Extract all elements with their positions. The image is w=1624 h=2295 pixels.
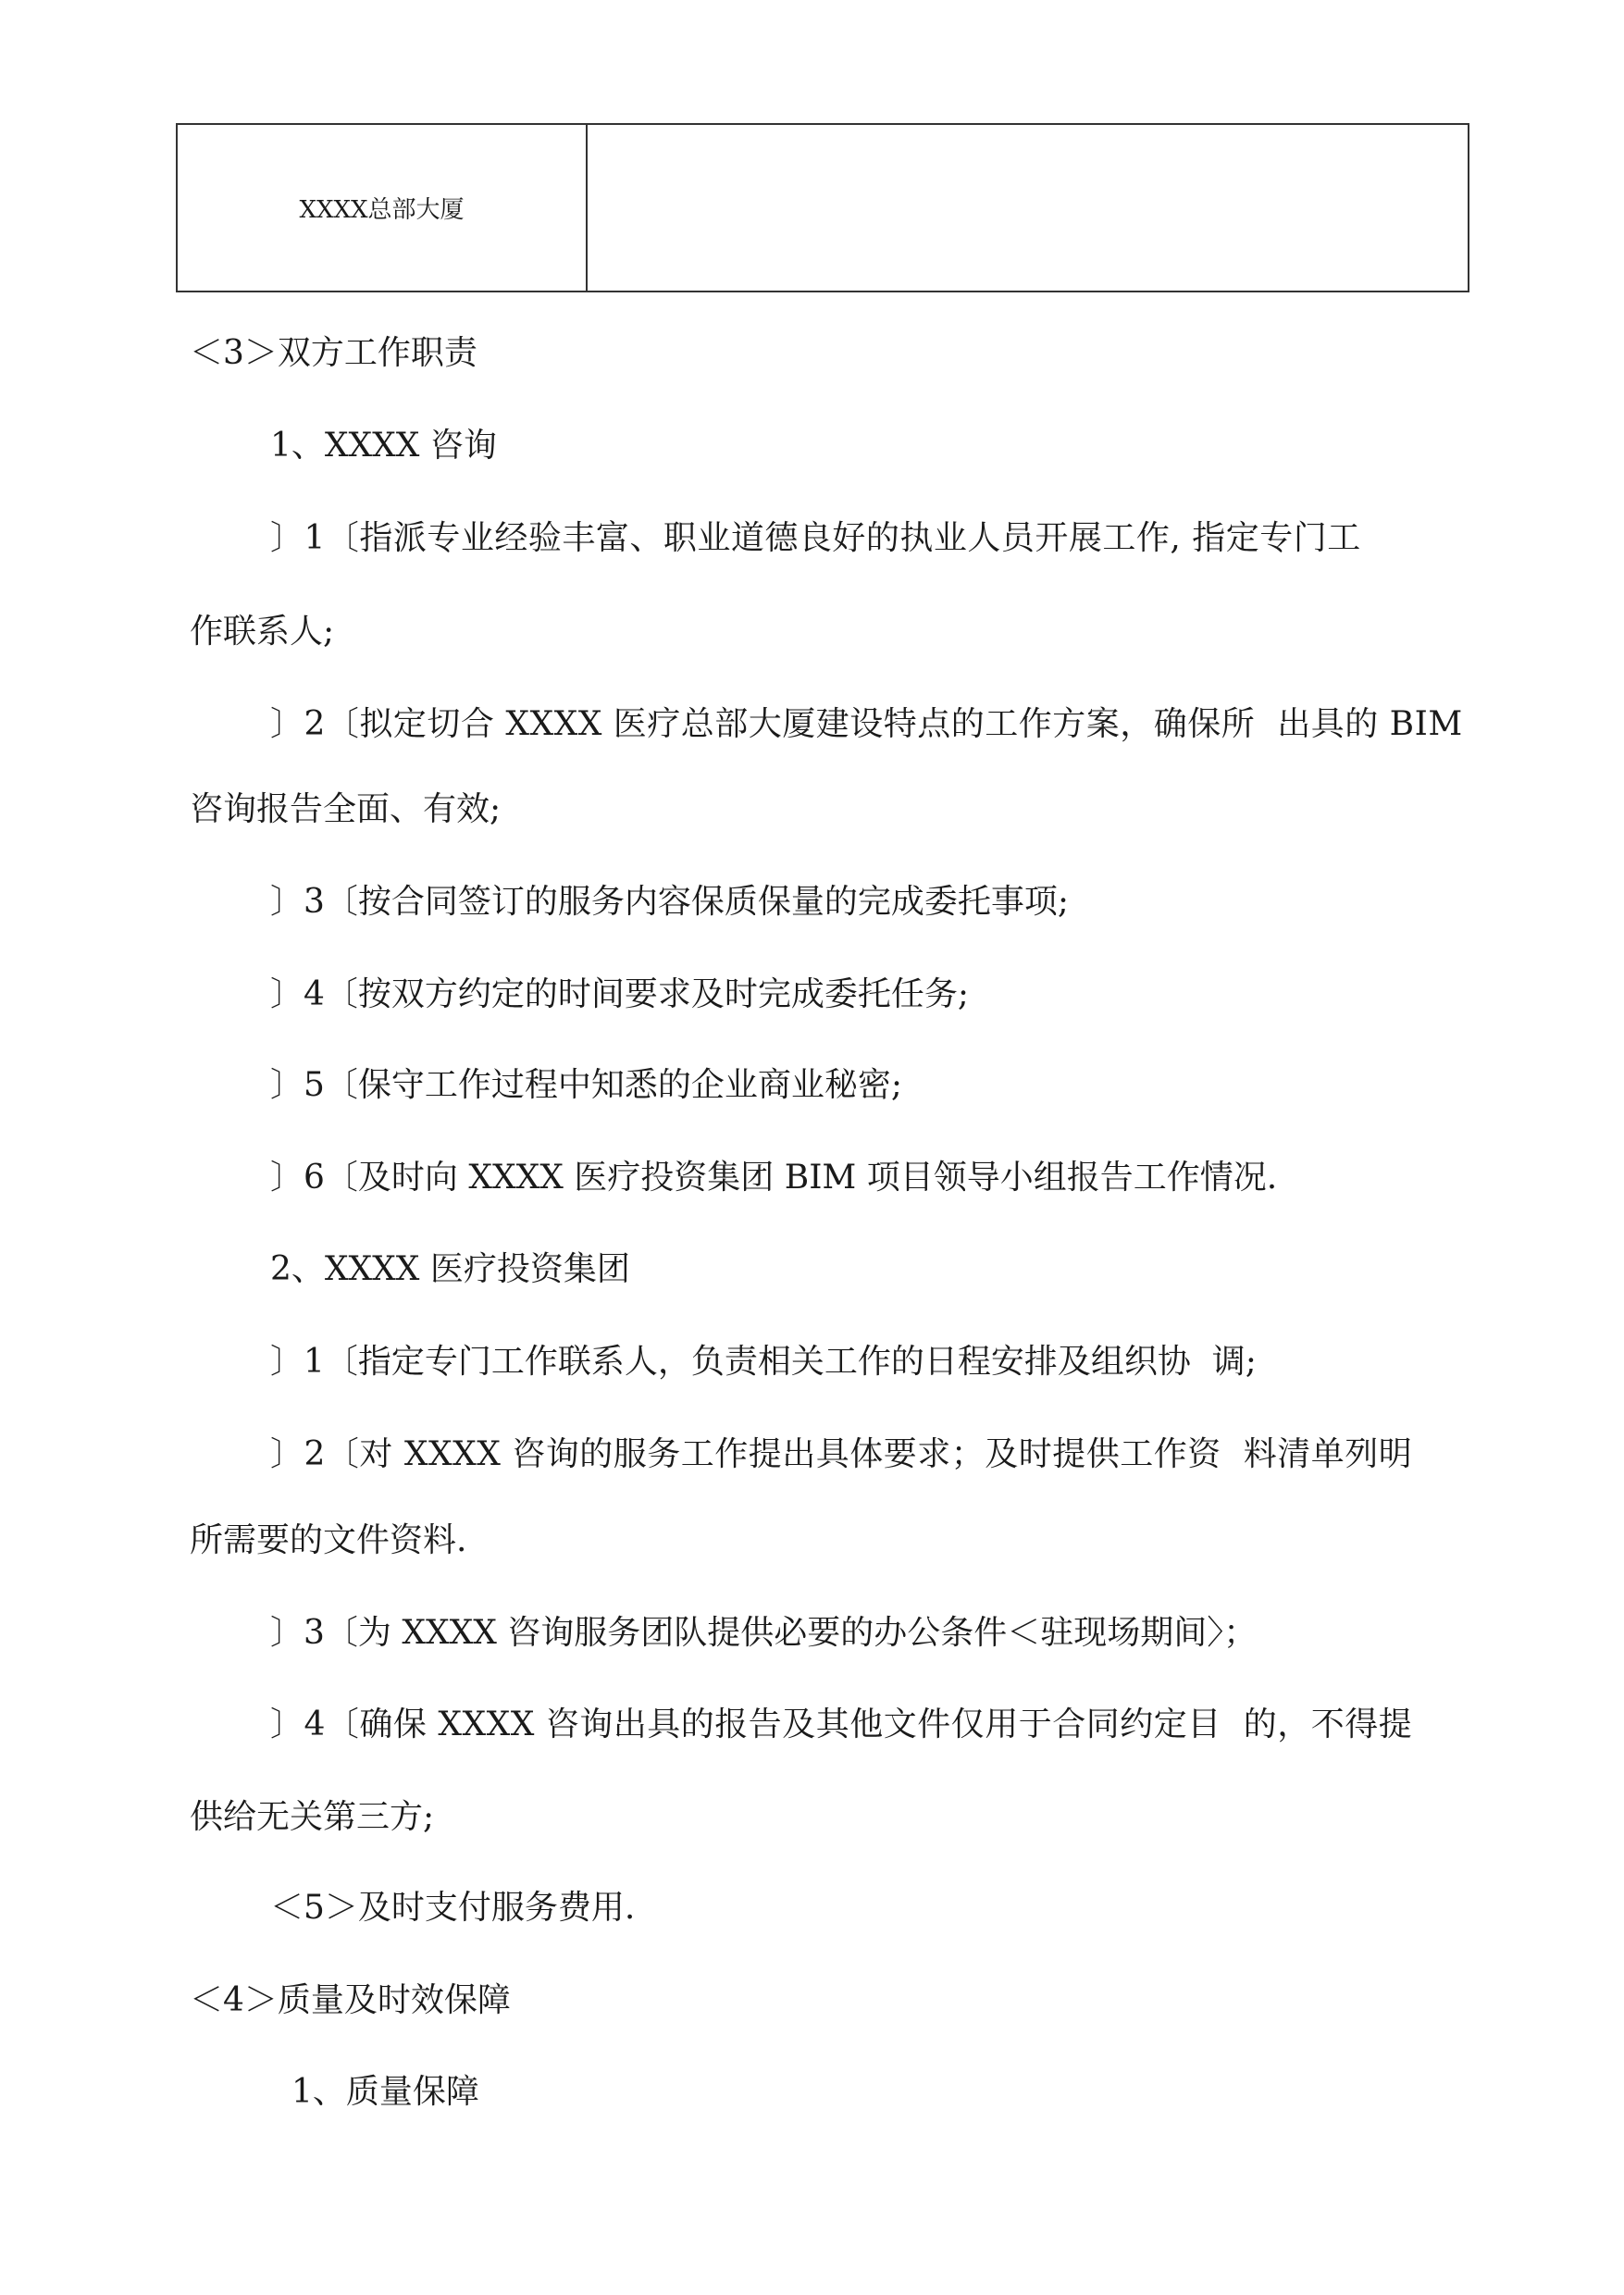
paragraph-line: 咨询报告全面、有效; [190, 790, 502, 828]
paragraph-line: ＜5＞及时支付服务费用. [270, 1889, 636, 1927]
section-heading-responsibilities: ＜3＞双方工作职责 [190, 334, 477, 372]
subsection-heading-quality-assurance: 1、质量保障 [291, 2073, 479, 2111]
paragraph-line: 〕4〔确保 XXXX 咨询出具的报告及其他文件仅用于合同约定目 的，不得提 [270, 1706, 1413, 1743]
paragraph-line: 供给无关第三方; [190, 1798, 435, 1836]
subsection-heading-consulting: 1、XXXX 咨询 [270, 427, 497, 465]
table-cell-building-name [178, 125, 588, 291]
paragraph-line: 〕1〔指定专门工作联系人，负责相关工作的日程安排及组织协 调; [270, 1343, 1257, 1381]
subsection-heading-investment-group: 2、XXXX 医疗投资集团 [270, 1250, 630, 1288]
paragraph-line: 〕3〔按合同签订的服务内容保质保量的完成委托事项; [270, 883, 1070, 921]
table-cell-empty [588, 125, 1468, 291]
paragraph-line: 〕2〔拟定切合 XXXX 医疗总部大厦建设特点的工作方案，确保所 出具的 BIM [270, 705, 1463, 743]
paragraph-line: 〕4〔按双方约定的时间要求及时完成委托任务; [270, 975, 970, 1013]
table-cell-text: XXXX总部大厦 [299, 196, 465, 224]
paragraph-line: 作联系人; [190, 613, 335, 651]
building-table [176, 123, 1469, 292]
paragraph-line: 〕1〔指派专业经验丰富、职业道德良好的执业人员开展工作, 指定专门工 [270, 519, 1361, 557]
section-heading-quality: ＜4＞质量及时效保障 [190, 1981, 511, 2019]
paragraph-line: 〕6〔及时向 XXXX 医疗投资集团 BIM 项目领导小组报告工作情况. [270, 1159, 1278, 1197]
paragraph-line: 〕2〔对 XXXX 咨询的服务工作提出具体要求；及时提供工作资 料清单列明 [270, 1435, 1413, 1473]
paragraph-line: 〕3〔为 XXXX 咨询服务团队提供必要的办公条件＜驻现场期间〉； [270, 1614, 1258, 1652]
paragraph-line: 所需要的文件资料. [190, 1521, 467, 1559]
paragraph-line: 〕5〔保守工作过程中知悉的企业商业秘密; [270, 1066, 903, 1104]
